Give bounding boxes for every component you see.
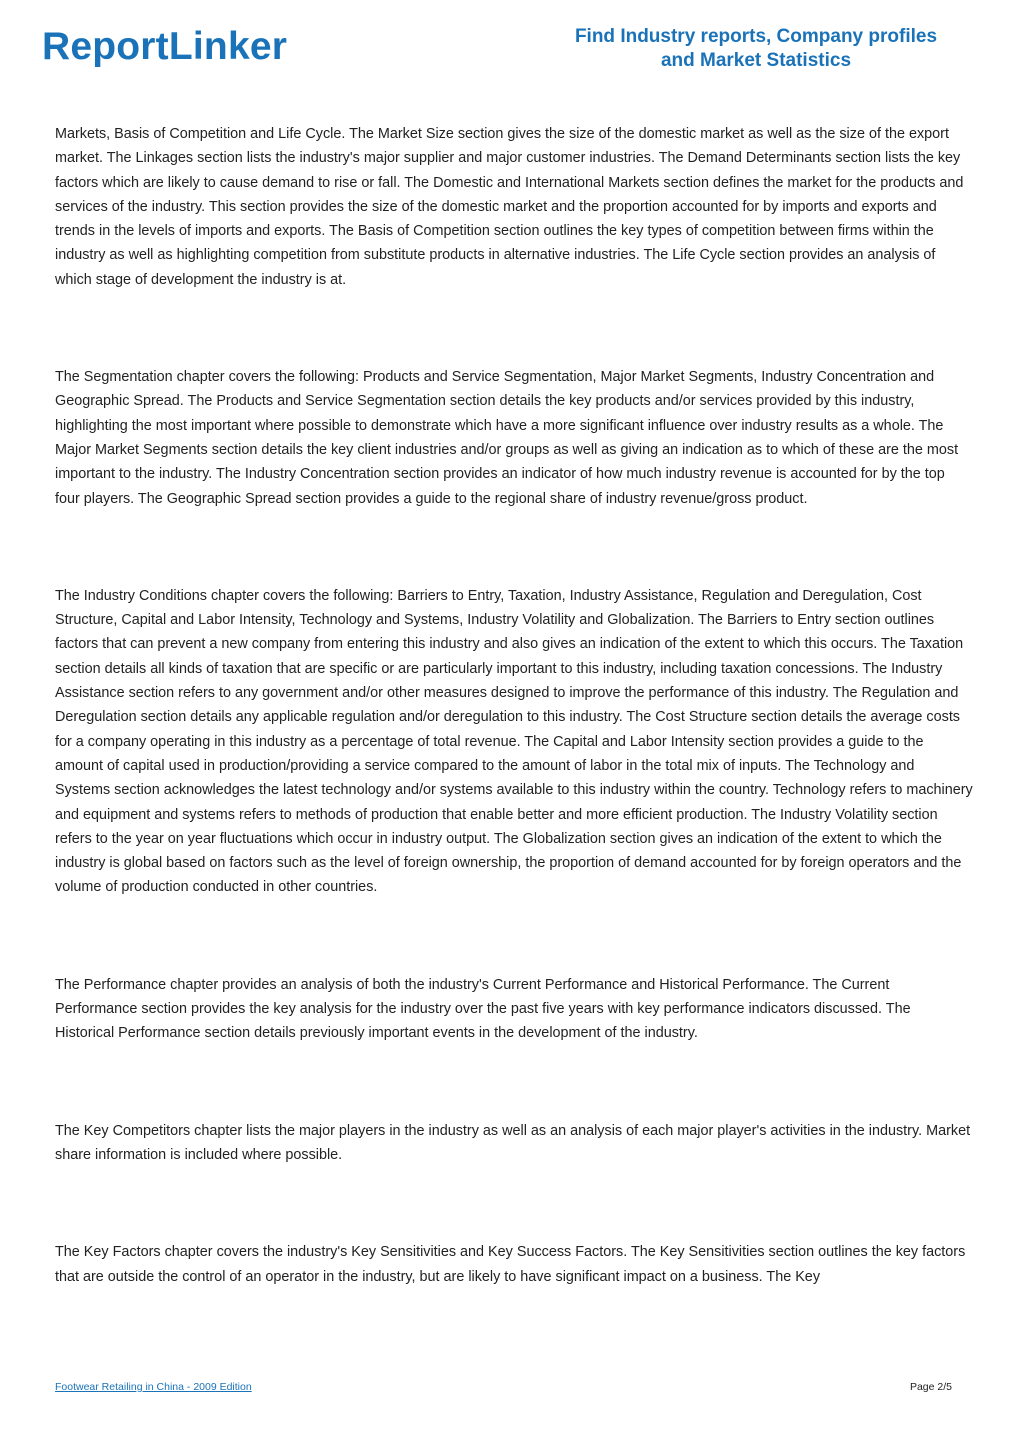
reportlinker-logo[interactable]: ReportLinker [42, 25, 288, 68]
tagline-line-2: and Market Statistics [660, 50, 852, 71]
paragraph-segmentation: The Segmentation chapter covers the following: Products and Service Segmentation, Major Market Segments, Industry Concentration and Geographic Spread. The Products and Service Segmentation section details the key products and/or services provided by this industry, highlighting the most important where possible to demonstrate which have a more significant influence over industry results as a whole. The Major Market Segments section details the key client industries and/or groups as well as giving an indication as to which of these are the most important to the industry. The Industry Concentration section provides an indicator of how much industry revenue is accounted for by the top four players. The Geographic Spread section provides a guide to the regional share of industry revenue/gross product. [55, 369, 959, 507]
document-body [55, 122, 973, 1289]
report-title-link[interactable]: Footwear Retailing in China - 2009 Edition [55, 1381, 252, 1393]
tagline-line-1: Find Industry reports, Company profiles [574, 26, 938, 47]
header-tagline [540, 25, 972, 73]
paragraph-key-competitors: The Key Competitors chapter lists the major players in the industry as well as an analysis of each major player's activities in the industry. Market share information is included where possible. [55, 1122, 971, 1163]
paragraph-industry-conditions: The Industry Conditions chapter covers the following: Barriers to Entry, Taxation, Industry Assistance, Regulation and Deregulation, Cost Structure, Capital and Labor Intensity, Technology and Systems, Industry Volatility and Globalization. The Barriers to Entry section outlines factors that can prevent a new company from entering this industry and also gives an indication of the extent to which this occurs. The Taxation section details all kinds of taxation that are specific or are particularly important to this industry, including taxation concessions. The Industry Assistance section refers to any government and/or other measures designed to improve the performance of this industry. The Regulation and Deregulation section details any applicable regulation and/or deregulation to this industry. The Cost Structure section details the average costs for a company operating in this industry as a percentage of total revenue. The Capital and Labor Intensity section provides a guide to the amount of capital used in production/providing a service compared to the amount of labor in the total mix of inputs. The Technology and Systems section acknowledges the latest technology and/or systems available to this industry within the country. Technology refers to machinery and equipment and systems refers to methods of production that enable better and more efficient production. The Industry Volatility section refers to the year on year fluctuations which occur in industry output. The Globalization section gives an indication of the extent to which the industry is global based on factors such as the level of foreign ownership, the proportion of demand accounted for by foreign operators and the volume of production conducted in other countries. [55, 587, 973, 896]
page-number: Page 2/5 [909, 1381, 952, 1393]
paragraph-key-factors: The Key Factors chapter covers the industry's Key Sensitivities and Key Success Factors. The Key Sensitivities section outlines the key factors that are outside the control of an operator in the industry, but are likely to have significant impact on a business. The Key [55, 1244, 966, 1285]
paragraph-performance: The Performance chapter provides an analysis of both the industry's Current Performance and Historical Performance. The Current Performance section provides the key analysis for the industry over the past five years with key performance indicators discussed. The Historical Performance section details previously important events in the development of the industry. [55, 976, 911, 1042]
paragraph-market-overview: Markets, Basis of Competition and Life Cycle. The Market Size section gives the size of the domestic market as well as the size of the export market. The Linkages section lists the industry's major supplier and major customer industries. The Demand Determinants section lists the key factors which are likely to cause demand to rise or fall. The Domestic and International Markets section defines the market for the products and services of the industry. This section provides the size of the domestic market and the proportion accounted for by imports and exports and trends in the levels of imports and exports. The Basis of Competition section outlines the key types of competition between firms within the industry as well as highlighting competition from substitute products in alternative industries. The Life Cycle section provides an analysis of which stage of development the industry is at. [55, 126, 964, 288]
